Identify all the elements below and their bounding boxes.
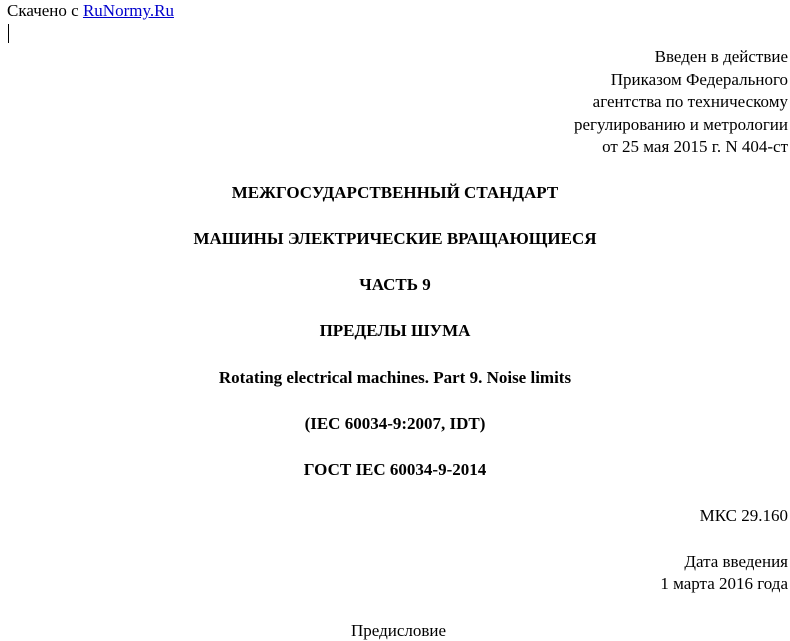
standard-type: МЕЖГОСУДАРСТВЕННЫЙ СТАНДАРТ [231, 183, 559, 202]
mks-code: МКС 29.160 [699, 506, 788, 525]
approval-line: от 25 мая 2015 г. N 404-ст [602, 137, 788, 156]
approval-line: регулированию и метрологии [573, 114, 788, 134]
english-title: Rotating electrical machines. Part 9. Noise limits [218, 368, 572, 387]
text-cursor [8, 24, 9, 43]
approval-line: Приказом Федерального [610, 69, 788, 89]
standard-subtitle: ПРЕДЕЛЫ ШУМА [319, 321, 471, 340]
standard-part: ЧАСТЬ 9 [359, 275, 431, 294]
runormy-link[interactable]: RuNormy.Ru [82, 1, 174, 20]
standard-title: МАШИНЫ ЭЛЕКТРИЧЕСКИЕ ВРАЩАЮЩИЕСЯ [193, 229, 597, 248]
source-line [7, 1, 174, 21]
iec-reference: (IEC 60034-9:2007, IDT) [304, 414, 486, 433]
foreword-heading: Предисловие [350, 621, 447, 640]
effective-date: 1 марта 2016 года [660, 574, 788, 593]
gost-number: ГОСТ IEC 60034-9-2014 [303, 460, 487, 479]
approval-block [574, 46, 788, 159]
approval-line: агентства по техническому [592, 92, 788, 111]
source-prefix: Скачено с [7, 1, 83, 20]
approval-line: Введен в действие [654, 47, 788, 66]
effective-date-label: Дата введения [684, 552, 788, 571]
